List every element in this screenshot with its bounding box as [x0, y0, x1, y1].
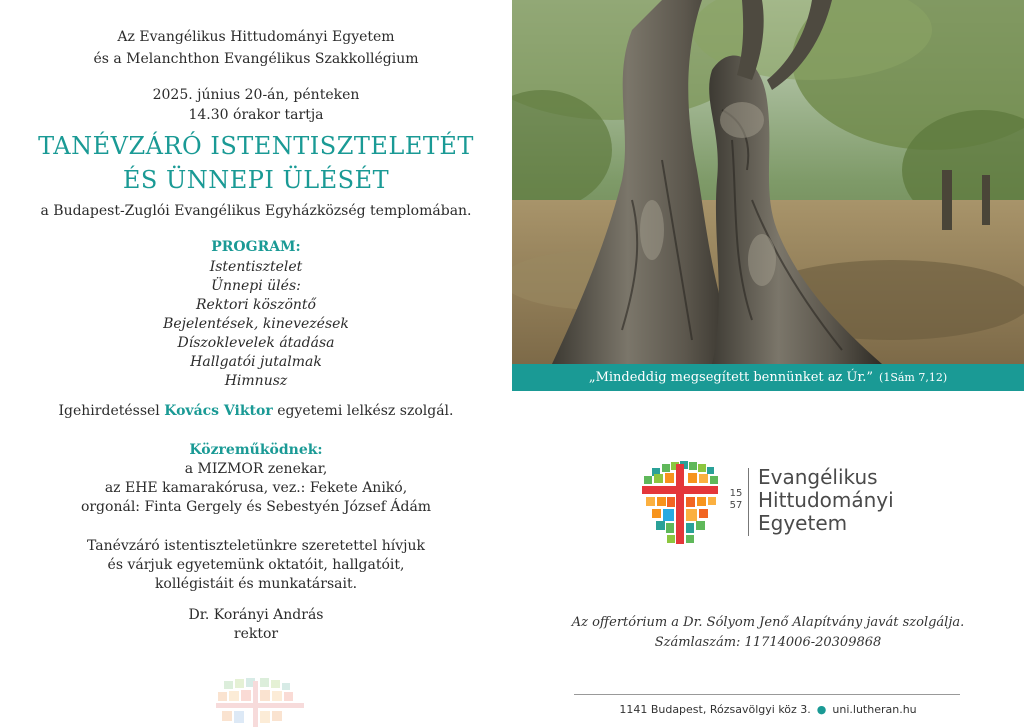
preacher-line: [0, 402, 512, 421]
quote-text: „Mindeddig megsegített bennünket az Úr.”: [588, 370, 874, 385]
logo-year-top: 15: [729, 488, 743, 499]
contributor-line: az EHE kamarakórusa, vez.: Fekete Anikó,: [104, 480, 408, 496]
footer: [512, 703, 1024, 716]
invitation-line: Tanévzáró istentiszteletünkre szeretettel hívjuk: [86, 538, 426, 554]
offertory-account: Számlaszám: 11714006-20309868: [654, 635, 882, 650]
signature-name: Dr. Korányi András: [188, 607, 324, 623]
program-item: Istentisztelet: [209, 259, 303, 275]
olive-tree-illustration: [512, 0, 1024, 364]
event-title-line-2: ÉS ÜNNEPI ÜLÉSÉT: [122, 166, 390, 194]
event-title-line-1: TANÉVZÁRÓ ISTENTISZTELETÉT: [38, 132, 474, 160]
bullet-icon: ●: [816, 703, 827, 716]
program-item: Ünnepi ülés:: [211, 278, 301, 294]
contributor-line: a MIZMOR zenekar,: [184, 461, 328, 477]
preacher-prefix: Igehirdetéssel: [58, 403, 160, 419]
footer-address: 1141 Budapest, Rózsavölgyi köz 3.: [619, 703, 811, 716]
invitation-right-panel: [512, 0, 1024, 727]
program-item: Hallgatói jutalmak: [190, 354, 322, 370]
signature-role: rektor: [233, 626, 279, 642]
invitation-line: és várjuk egyetemünk oktatóit, hallgatóit,: [107, 557, 405, 573]
offertory-line-1: Az offertórium a Dr. Sólyom Jenő Alapítvány javát szolgálja.: [571, 615, 965, 630]
event-date: 2025. június 20-án, pénteken: [152, 87, 360, 103]
logo-wordmark: [758, 466, 894, 535]
program-item: Bejelentések, kinevezések: [163, 316, 349, 332]
header-line-1: Az Evangélikus Hittudományi Egyetem: [117, 29, 395, 45]
venue: a Budapest-Zuglói Evangélikus Egyházközség templomában.: [40, 203, 472, 219]
logo-line-1: Evangélikus: [758, 465, 878, 489]
preacher-name: Kovács Viktor: [164, 403, 273, 419]
logo-year-bottom: 57: [729, 500, 743, 511]
logo-line-2: Hittudományi: [758, 488, 894, 512]
invitation-line: kollégistáit és munkatársait.: [154, 576, 358, 592]
preacher-suffix: egyetemi lelkész szolgál.: [277, 403, 454, 419]
logo-divider: [748, 468, 749, 536]
program-item: Díszoklevelek átadása: [177, 335, 335, 351]
contributor-line: orgonál: Finta Gergely és Sebestyén József Ádám: [80, 499, 432, 515]
program-item: Rektori köszöntő: [196, 297, 316, 313]
mosaic-cross-logo-icon: [640, 458, 720, 548]
logo-year: [728, 488, 744, 512]
contributors-heading: Közreműködnek:: [189, 442, 323, 458]
offertory-note: [512, 613, 1024, 653]
program-item: Himnusz: [224, 373, 288, 389]
event-time: 14.30 órakor tartja: [188, 107, 324, 123]
footer-divider: [574, 694, 960, 695]
header-line-2: és a Melanchthon Evangélikus Szakkollégium: [93, 51, 419, 67]
quote-reference: (1Sám 7,12): [879, 371, 948, 384]
bible-quote-bar: [512, 364, 1024, 391]
logo-line-3: Egyetem: [758, 511, 848, 535]
decorative-mosaic-watermark: [212, 675, 307, 727]
university-logo: [640, 458, 920, 548]
program-heading: PROGRAM:: [211, 239, 301, 255]
footer-website[interactable]: uni.lutheran.hu: [832, 703, 917, 716]
olive-tree-photo: [512, 0, 1024, 364]
